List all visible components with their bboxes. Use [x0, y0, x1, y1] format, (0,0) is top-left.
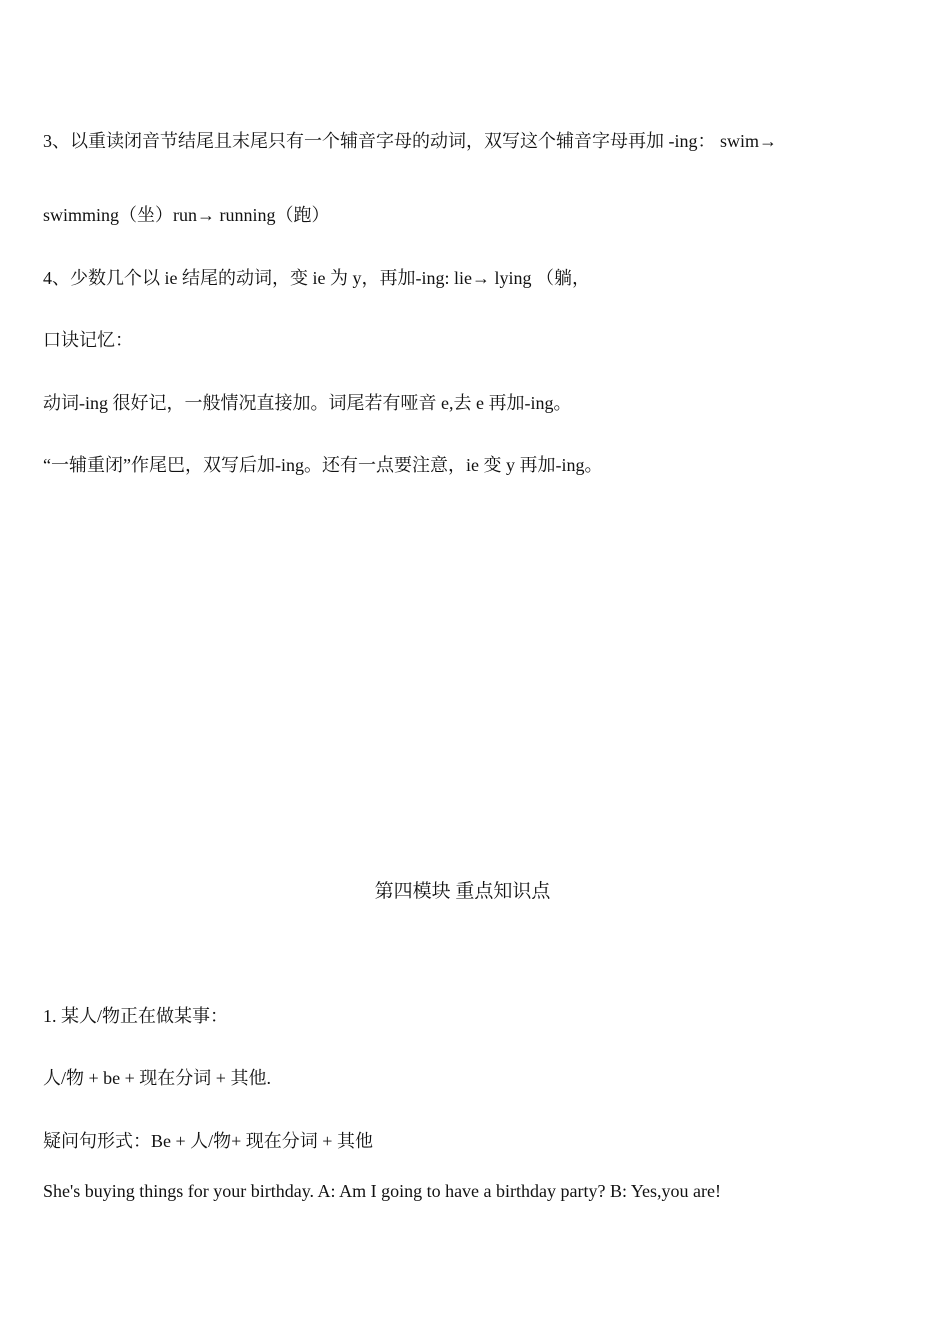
rule-4: 4、少数几个以 ie 结尾的动词，变 ie 为 y，再加-ing: lie→ lying （躺， — [43, 268, 590, 288]
mnemonic-line-2: “一辅重闭”作尾巴，双写后加-ing。还有一点要注意，ie 变 y 再加-ing。 — [43, 455, 603, 475]
rule-3-line-2: swimming（坐）run→ running（跑） — [43, 205, 330, 225]
mnemonic-title: 口诀记忆： — [43, 330, 133, 350]
mnemonic-line-1: 动词-ing 很好记，一般情况直接加。词尾若有哑音 e,去 e 再加-ing。 — [43, 393, 572, 413]
example-sentences: She's buying things for your birthday. A: Am I going to have a birthday party? B: Yes,you are! — [43, 1181, 721, 1201]
sentence-structure: 人/物 + be + 现在分词 + 其他. — [43, 1068, 271, 1088]
module-4-title: 第四模块 重点知识点 — [374, 881, 551, 902]
rule-3-line-1: 3、以重读闭音节结尾且末尾只有一个辅音字母的动词，双写这个辅音字母再加 -ing： swim→ — [43, 131, 777, 151]
question-form: 疑问句形式：Be + 人/物+ 现在分词 + 其他 — [43, 1131, 373, 1151]
point-1-title: 1. 某人/物正在做某事： — [43, 1006, 229, 1026]
